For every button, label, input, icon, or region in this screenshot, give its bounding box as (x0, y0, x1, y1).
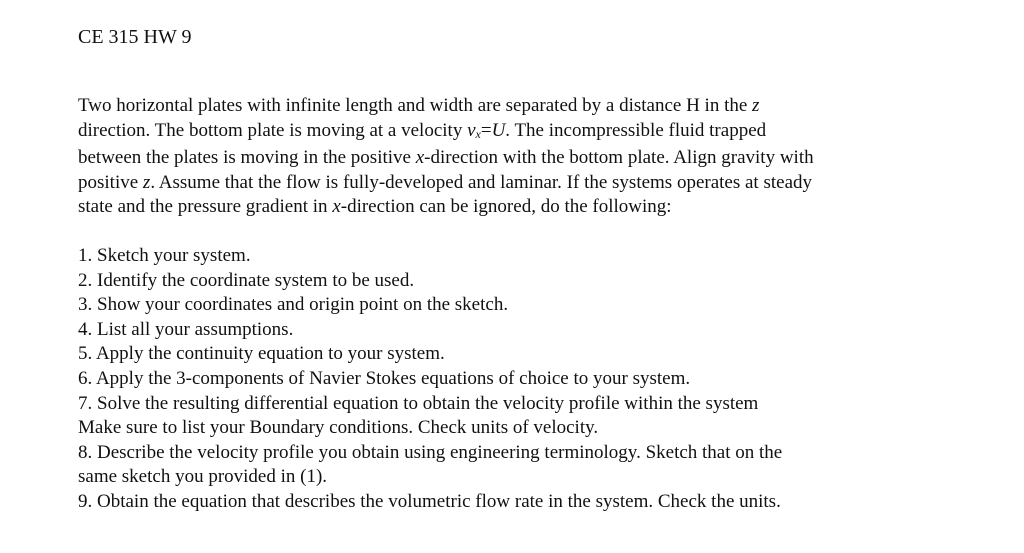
task-item: 3. Show your coordinates and origin point on the sketch. (78, 294, 509, 316)
equals-sign: = (480, 119, 492, 141)
task-item: 1. Sketch your system. (78, 244, 251, 266)
task-item: 4. List all your assumptions. (78, 318, 294, 340)
intro-line-1 (78, 94, 978, 119)
intro-text: Two horizontal plates with infinite length and width are separated by a distance H in the (78, 95, 753, 116)
task-list (78, 244, 978, 515)
intro-text: state and the pressure gradient in (78, 196, 333, 218)
var-U: U (491, 119, 506, 141)
intro-text: . Assume that the flow is fully-developed and laminar. If the systems operates at steady (150, 171, 812, 193)
problem-statement (78, 94, 978, 220)
var-v: v (467, 119, 476, 141)
intro-text: -direction can be ignored, do the following: (340, 196, 672, 218)
task-item-continuation: Make sure to list your Boundary conditions. Check units of velocity. (78, 417, 599, 439)
var-x: x (332, 196, 341, 218)
var-x: x (415, 147, 425, 169)
intro-text: positive (78, 171, 143, 193)
intro-line-5 (78, 195, 978, 220)
document-title: CE 315 HW 9 (78, 26, 192, 48)
intro-text: between the plates is moving in the positive (78, 147, 416, 169)
intro-text: . The incompressible fluid trapped (505, 119, 767, 141)
var-z: z (142, 171, 151, 193)
task-item: 8. Describe the velocity profile you obtain using engineering terminology. Sketch that on the (78, 441, 783, 463)
intro-line-4 (78, 171, 978, 196)
intro-line-2 (78, 119, 978, 147)
var-v-subscript: x (475, 126, 481, 141)
task-item-continuation: same sketch you provided in (1). (78, 466, 328, 488)
task-item: 9. Obtain the equation that describes the volumetric flow rate in the system. Check the units. (78, 490, 781, 512)
var-z: z (752, 95, 760, 116)
intro-line-3 (78, 146, 978, 171)
task-item: 5. Apply the continuity equation to your system. (78, 343, 445, 365)
intro-text: -direction with the bottom plate. Align gravity with (424, 147, 814, 169)
task-item: 7. Solve the resulting differential equation to obtain the velocity profile within the system (78, 392, 759, 414)
task-item: 2. Identify the coordinate system to be used. (78, 269, 415, 291)
document-page (78, 24, 978, 515)
task-item: 6. Apply the 3-components of Navier Stokes equations of choice to your system. (78, 367, 691, 389)
intro-text: direction. The bottom plate is moving at a velocity (78, 119, 468, 141)
